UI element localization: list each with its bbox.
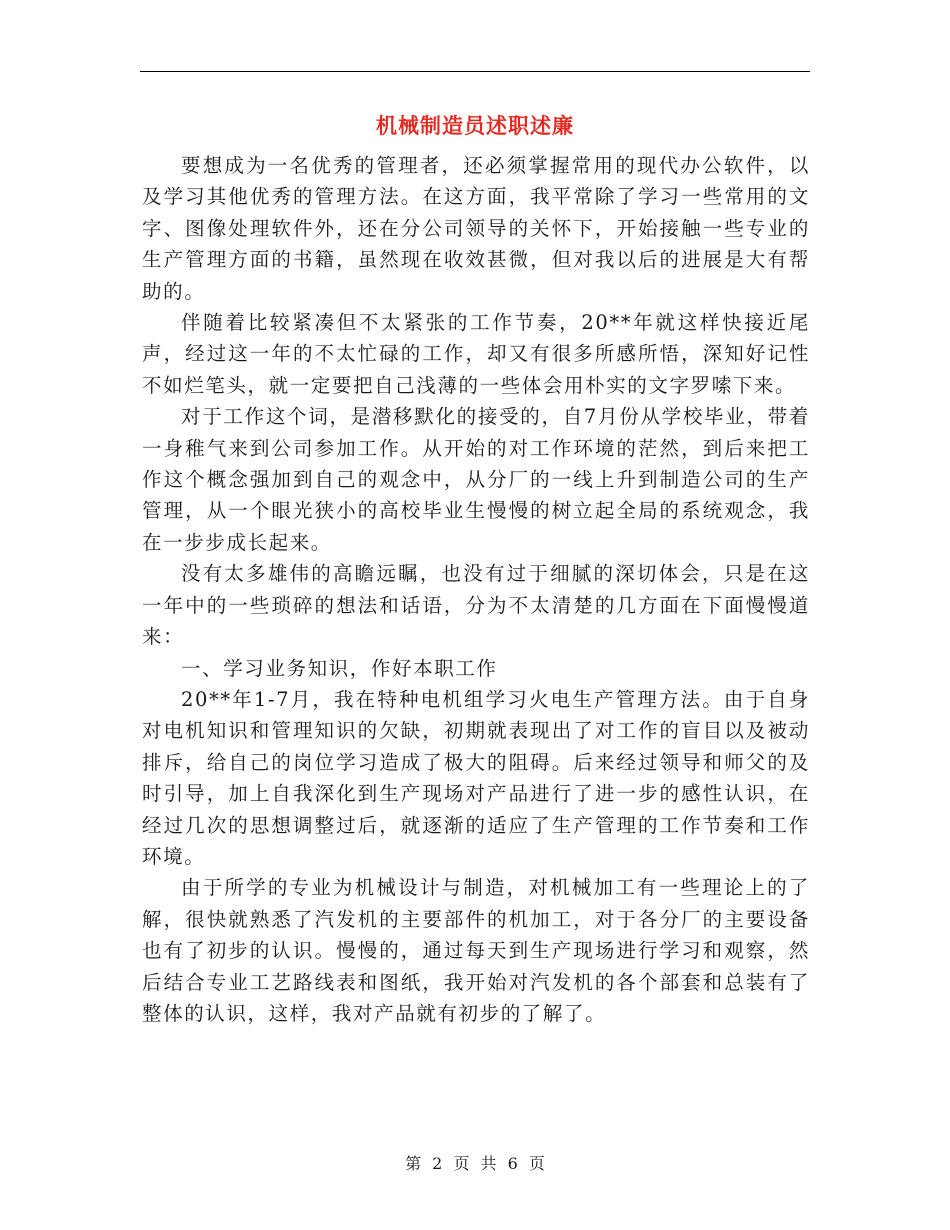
body-paragraph: 要想成为一名优秀的管理者，还必须掌握常用的现代办公软件，以及学习其他优秀的管理方法。在这方面，我平常除了学习一些常用的文字、图像处理软件外，还在分公司领导的关怀下，开始接触一些专业的生产管理方面的书籍，虽然现在收效甚微，但对我以后的进展是大有帮助的。 [142, 154, 810, 303]
document-title: 机械制造员述职述廉 [376, 113, 574, 138]
body-paragraph: 没有太多雄伟的高瞻远瞩，也没有过于细腻的深切体会，只是在这一年中的一些琐碎的想法和话语，分为不太清楚的几方面在下面慢慢道来： [142, 562, 810, 649]
body-paragraph: 伴随着比较紧凑但不太紧张的工作节奏，20**年就这样快接近尾声，经过这一年的不太忙碌的工作，却又有很多所感所悟，深知好记性不如烂笔头，就一定要把自己浅薄的一些体会用朴实的文字罗嗦下来。 [142, 311, 810, 397]
section-heading: 一、学习业务知识，作好本职工作 [181, 656, 498, 680]
document-body [142, 150, 810, 1029]
header-rule [140, 71, 810, 72]
body-paragraph: 由于所学的专业为机械设计与制造，对机械加工有一些理论上的了解，很快就熟悉了汽发机的主要部件的机加工，对于各分厂的主要设备也有了初步的认识。慢慢的，通过每天到生产现场进行学习和观察，然后结合专业工艺路线表和图纸，我开始对汽发机的各个部套和总装有了整体的认识，这样，我对产品就有初步的了解了。 [142, 876, 810, 1025]
page-number-footer: 第 2 页 共 6 页 [405, 1154, 545, 1173]
body-paragraph: 对于工作这个词，是潜移默化的接受的，自7月份从学校毕业，带着一身稚气来到公司参加工作。从开始的对工作环境的茫然，到后来把工作这个概念强加到自己的观念中，从分厂的一线上升到制造公司的生产管理，从一个眼光狭小的高校毕业生慢慢的树立起全局的系统观念，我在一步步成长起来。 [142, 405, 810, 554]
body-paragraph: 20**年1-7月，我在特种电机组学习火电生产管理方法。由于自身对电机知识和管理知识的欠缺，初期就表现出了对工作的盲目以及被动排斥，给自己的岗位学习造成了极大的阻碍。后来经过领导和师父的及时引导，加上自我深化到生产现场对产品进行了进一步的感性认识，在经过几次的思想调整过后，就逐渐的适应了生产管理的工作节奏和工作环境。 [142, 687, 810, 868]
